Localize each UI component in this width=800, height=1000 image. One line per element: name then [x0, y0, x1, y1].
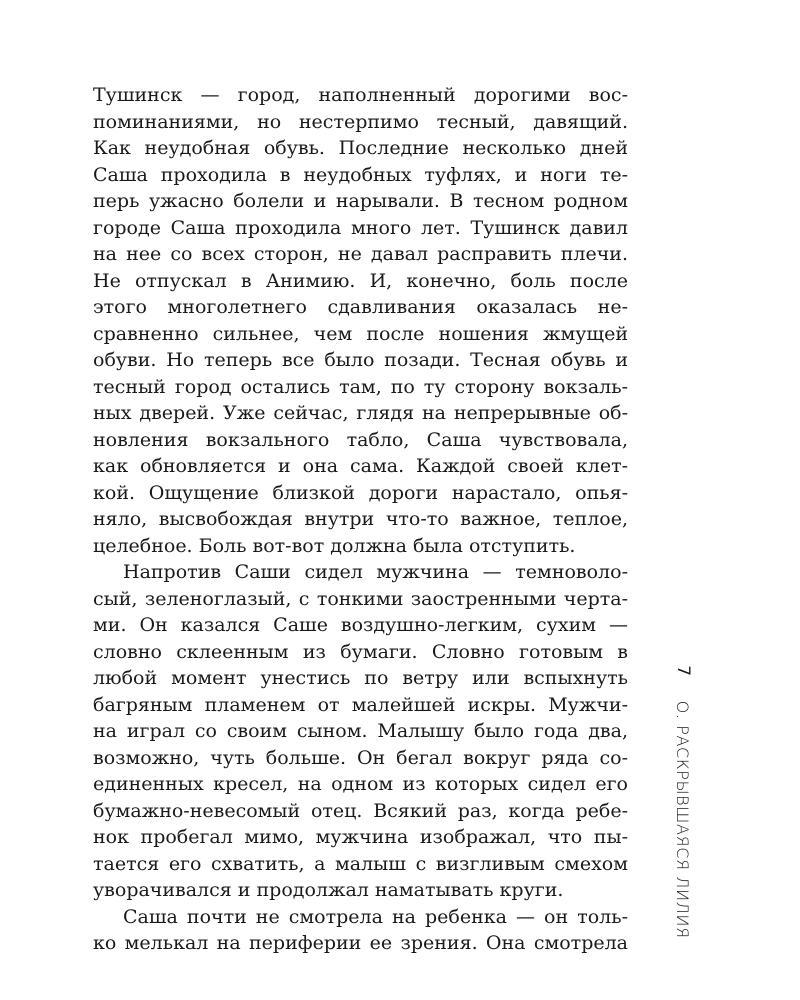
text-line: Тушинск — город, наполненный дорогими вос-: [93, 84, 628, 106]
running-header: [672, 665, 694, 939]
text-line: тесный город остались там, по ту сторону вокзаль-: [93, 375, 628, 398]
text-line: перь ужасно болели и нарывали. В тесном родном: [93, 190, 628, 212]
text-line: городе Саша проходила много лет. Тушинск давил: [93, 216, 628, 239]
text-line: бумажно-невесомый отец. Всякий раз, когда ребе-: [93, 799, 628, 822]
text-line: ко мелькал на периферии ее зрения. Она смотрела: [93, 932, 628, 954]
text-line: любой момент унестись по ветру или вспыхнуть: [93, 667, 628, 689]
text-line: этого многолетнего сдавливания оказалась не-: [93, 296, 628, 318]
text-line: уворачивался и продолжал наматывать круги.: [93, 879, 564, 901]
text-line: няло, высвобождая внутри что-то важное, теплое,: [93, 508, 628, 530]
text-line: Напротив Саши сидел мужчина — темноволо-: [123, 561, 628, 583]
text-line: ми. Он казался Саше воздушно-легким, сухим —: [93, 614, 628, 636]
text-line: единенных кресел, на одном из которых сидел его: [93, 773, 628, 795]
paragraph-1: [93, 82, 628, 559]
text-line: Саша почти не смотрела на ребенка — он толь-: [123, 905, 628, 928]
text-line: нок пробегал мимо, мужчина изображал, что пы-: [93, 826, 628, 848]
paragraph-2: [93, 559, 628, 904]
text-line: кой. Ощущение близкой дороги нарастало, опья-: [93, 481, 628, 504]
paragraph-3: [93, 904, 628, 957]
text-line: на нее со всех сторон, не давал расправить плечи.: [93, 243, 628, 265]
book-text: [93, 82, 628, 957]
text-line: целебное. Боль вот-вот должна была отступить.: [93, 534, 576, 557]
text-line: сравненно сильнее, чем после ношения жмущей: [93, 322, 628, 345]
text-line: Не отпускал в Анимию. И, конечно, боль после: [93, 269, 628, 292]
text-line: на играл со своим сыном. Малышу было года два,: [93, 720, 628, 742]
text-line: как обновляется и она сама. Каждой своей клет-: [93, 455, 628, 477]
text-line: новления вокзального табло, Саша чувствовала,: [93, 428, 628, 451]
text-line: сый, зеленоглазый, с тонкими заостренными черта-: [93, 587, 628, 610]
text-line: словно склеенным из бумаги. Словно готовым в: [93, 640, 628, 663]
text-line: обуви. Но теперь все было позади. Тесная обувь и: [93, 349, 628, 371]
text-line: Саша проходила в неудобных туфлях, и ноги те-: [93, 163, 628, 186]
text-line: возможно, чуть больше. Он бегал вокруг ряда со-: [93, 746, 628, 769]
text-line: тается его схватить, а малыш с визгливым смехом: [93, 852, 628, 875]
page-number: 7: [673, 665, 693, 677]
running-head-title: О. РАСКРЫВШАЯСЯ ЛИЛИЯ: [673, 700, 693, 939]
text-line: ных дверей. Уже сейчас, глядя на непрерывные об-: [93, 402, 628, 424]
text-line: поминаниями, но нестерпимо тесный, давящий.: [93, 110, 628, 133]
text-line: багряным пламенем от малейшей искры. Мужчи-: [93, 693, 628, 716]
text-line: Как неудобная обувь. Последние несколько дней: [93, 137, 628, 159]
